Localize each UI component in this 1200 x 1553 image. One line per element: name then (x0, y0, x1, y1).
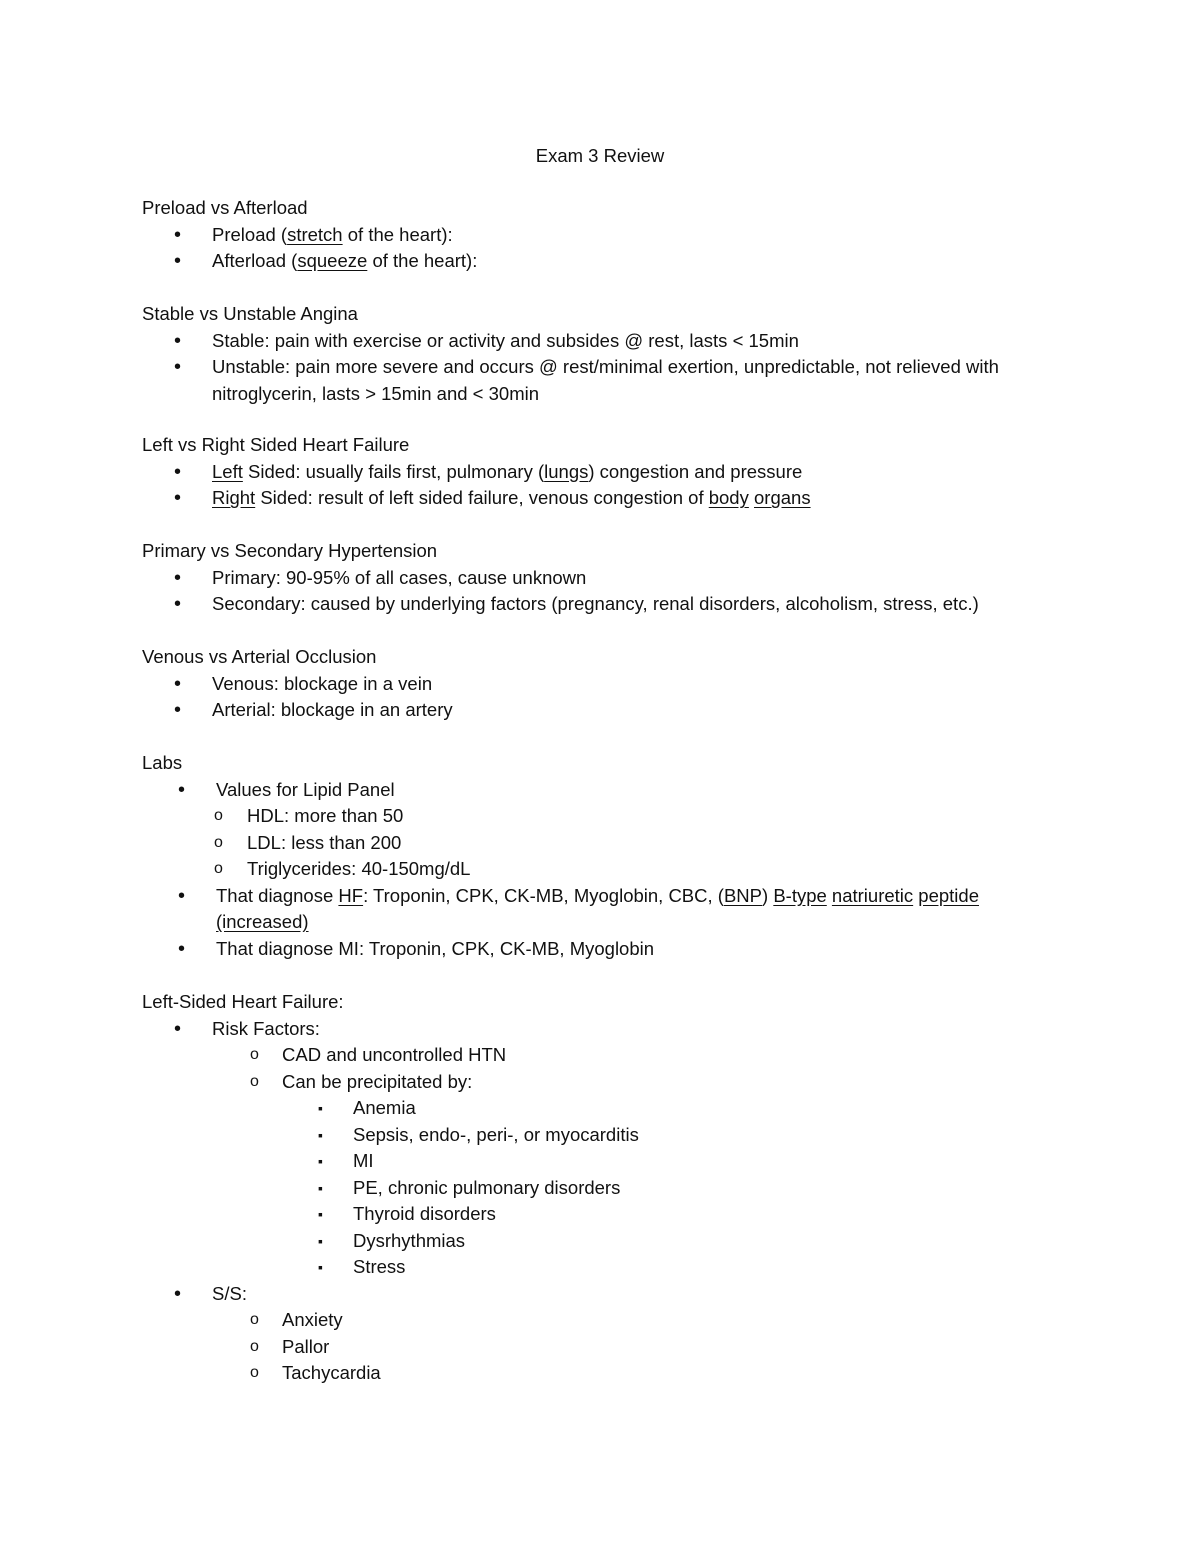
list-item: • Venous: blockage in a vein (142, 671, 1042, 698)
bullet-list (142, 459, 1042, 512)
bullet-list (142, 328, 1042, 408)
underlined-text: squeeze (297, 250, 368, 271)
underlined-text: organs (754, 487, 811, 508)
section-left-sided-hf (142, 989, 1042, 1387)
underlined-text: peptide (918, 884, 979, 906)
list-item (142, 883, 1042, 936)
text-run: Afterload ( (212, 250, 298, 271)
list-item: • Unstable: pain more severe and occurs @ rest/minimal exertion, unpredictable, not relieved with nitroglycerin, lasts > 15min and < 30min (142, 354, 1042, 407)
sub-list-item: o CAD and uncontrolled HTN (142, 1042, 1042, 1069)
sub-sub-list-item: ▪ Anemia (142, 1095, 1042, 1122)
underlined-text: Right (212, 487, 256, 508)
underlined-text: B-type (773, 884, 827, 906)
list-item: • Values for Lipid Panel (142, 777, 1042, 804)
underlined-text: lungs (544, 460, 589, 482)
list-item: • S/S: (142, 1281, 1042, 1308)
text-run: Preload ( (212, 223, 288, 245)
text-run: Sided: usually fails first, pulmonary ( (242, 460, 545, 482)
sub-sub-list-item: ▪ Thyroid disorders (142, 1201, 1042, 1228)
list-item: • That diagnose MI: Troponin, CPK, CK-MB, Myoglobin (142, 936, 1042, 963)
sub-list-item: o HDL: more than 50 (142, 803, 1042, 830)
section-hypertension (142, 538, 1042, 618)
section-heading: Left vs Right Sided Heart Failure (142, 434, 410, 455)
list-item (142, 222, 1042, 249)
underlined-text: (increased) (216, 911, 309, 932)
section-labs (142, 750, 1042, 962)
section-heading: Venous vs Arterial Occlusion (142, 646, 377, 667)
list-item (142, 485, 1042, 512)
list-item: • Primary: 90-95% of all cases, cause unknown (142, 565, 1042, 592)
section-occlusion (142, 644, 1042, 724)
underlined-text: natriuretic (831, 884, 914, 906)
section-heading: Left-Sided Heart Failure: (142, 991, 344, 1012)
list-item: • Stable: pain with exercise or activity and subsides @ rest, lasts < 15min (142, 328, 1042, 355)
text-run: : Troponin, CPK, CK-MB, Myoglobin, CBC, ( (363, 884, 724, 906)
sub-sub-list-item: ▪ Sepsis, endo-, peri-, or myocarditis (142, 1122, 1042, 1149)
sub-list-item: o Tachycardia (142, 1360, 1042, 1387)
section-heading: Primary vs Secondary Hypertension (142, 540, 438, 561)
sub-sub-list-item: ▪ MI (142, 1148, 1042, 1175)
sub-list-item: o LDL: less than 200 (142, 830, 1042, 857)
sub-list-item: o Anxiety (142, 1307, 1042, 1334)
bullet-list (142, 222, 1042, 275)
underlined-text: Left (212, 460, 243, 482)
list-item: • Risk Factors: (142, 1016, 1042, 1043)
underlined-text: stretch (287, 223, 343, 245)
list-item: • Arterial: blockage in an artery (142, 697, 1042, 724)
underlined-text: body (708, 487, 749, 508)
text-run: of the heart): (342, 223, 453, 245)
sub-sub-list-item: ▪ Stress (142, 1254, 1042, 1281)
sub-sub-list-item: ▪ Dysrhythmias (142, 1228, 1042, 1255)
bullet-list (142, 1016, 1042, 1387)
sub-list-item: o Pallor (142, 1334, 1042, 1361)
section-heading: Stable vs Unstable Angina (142, 303, 358, 324)
sub-list-item: o Triglycerides: 40-150mg/dL (142, 856, 1042, 883)
text-run: Sided: result of left sided failure, venous congestion of (255, 487, 709, 508)
list-item: • Secondary: caused by underlying factors (pregnancy, renal disorders, alcoholism, stress, etc.) (142, 591, 1042, 618)
underlined-text: HF (338, 884, 364, 906)
text-run: of the heart): (367, 250, 478, 271)
text-run: ) (762, 884, 774, 906)
bullet-list (142, 777, 1042, 963)
text-run: ) congestion and pressure (588, 460, 803, 482)
underlined-text: BNP (723, 884, 762, 906)
list-item (142, 459, 1042, 486)
section-angina (142, 301, 1042, 407)
bullet-list (142, 671, 1042, 724)
document-title: Exam 3 Review (535, 145, 665, 166)
sub-list-item: o Can be precipitated by: (142, 1069, 1042, 1096)
section-heart-failure-sides (142, 432, 1042, 512)
text-run: That diagnose (216, 884, 339, 906)
bullet-list (142, 565, 1042, 618)
section-heading: Labs (142, 752, 183, 773)
sub-sub-list-item: ▪ PE, chronic pulmonary disorders (142, 1175, 1042, 1202)
section-preload-afterload (142, 195, 1042, 275)
section-heading: Preload vs Afterload (142, 197, 308, 218)
list-item (142, 248, 1042, 275)
